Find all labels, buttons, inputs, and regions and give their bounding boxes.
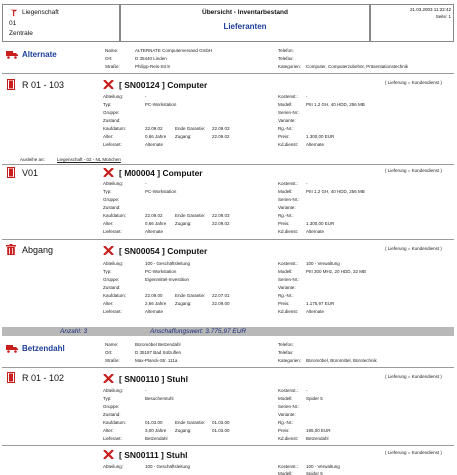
variante-label: Variante: [278, 412, 296, 417]
preis-value: 1.175,97 EUR [306, 301, 335, 306]
alter-value: 0,66 Jahre [145, 134, 167, 139]
supplier-ort-label: Ort: [105, 350, 113, 355]
zugang-label: Zugang: [175, 301, 192, 306]
divider [2, 239, 454, 240]
kdienst-label: Kd.dienst: [278, 142, 299, 147]
kostenst-value: 100 - Verwaltung [306, 464, 340, 469]
typ-value: Besucherstuhl [145, 396, 174, 401]
typ-label: Typ: [103, 102, 112, 107]
supplier-phone-label: Telefon: [278, 342, 294, 347]
alter-value: 2,66 Jahre [145, 301, 167, 306]
item-title: [ SN00054 ] Computer [119, 246, 208, 256]
rgnr-label: Rg.-Nr.: [278, 213, 294, 218]
alter-label: Alter: [103, 428, 114, 433]
supplier-ort: D 35187 Bad Sülzuflen [135, 350, 182, 355]
garantie-label: Ende Garantie: [175, 126, 206, 131]
lieferant-label: Lieferant: [103, 142, 122, 147]
item-tag: ( Lieferung = Kundendienst ) [385, 246, 442, 251]
kostenst-value: - [306, 94, 308, 99]
trash-icon [6, 244, 16, 255]
item-title: [ SN00110 ] Stuhl [119, 374, 188, 384]
divider [2, 164, 454, 165]
kdienst-label: Kd.dienst: [278, 436, 299, 441]
kdienst-value: Alternate [306, 229, 325, 234]
kaufdatum-label: Kaufdatum: [103, 293, 127, 298]
supplier-street-label: Straße: [105, 358, 120, 363]
seriennr-label: Serien-Nr.: [278, 110, 300, 115]
abteilung-label: Abteilung: [103, 181, 124, 186]
preis-label: Preis: [278, 428, 290, 433]
supplier-name: ALTERNATE Computerversand GmbH [135, 48, 213, 53]
lieferant-value: Betzendahl [145, 436, 168, 441]
zugang-label: Zugang: [175, 428, 192, 433]
lieferant-label: Lieferant: [103, 436, 122, 441]
zugang-value: 01.03.00 [212, 428, 230, 433]
zustand-label: Zustand: [103, 285, 121, 290]
typ-value: PC-Workstation [145, 189, 177, 194]
supplier-street: Philipp-Reis-Str.9 [135, 64, 170, 69]
inventory-item-icon [103, 246, 114, 255]
kostenst-label: Kostenst.: [278, 261, 299, 266]
kaufdatum-value: 01.03.00 [145, 420, 163, 425]
kdienst-value: Alternate [306, 309, 325, 314]
lieferant-value: Alternate [145, 229, 164, 234]
supplier-categories: Computer, Computerzubehör, Präsentationstechnik [306, 64, 409, 69]
variante-label: Variante: [278, 205, 296, 210]
summary-bar [2, 327, 454, 336]
door-icon [7, 167, 15, 178]
gruppe-label: Gruppe: [103, 277, 120, 282]
alter-value: 3,00 Jahre [145, 428, 167, 433]
report-subtitle: Lieferanten [223, 22, 267, 31]
room-label: R 01 - 103 [22, 80, 65, 90]
zugang-label: Zugang: [175, 134, 192, 139]
alter-label: Alter: [103, 134, 114, 139]
header-location: Zentrale [9, 30, 33, 37]
divider [2, 73, 454, 74]
gruppe-label: Gruppe: [103, 110, 120, 115]
room-label: R 01 - 102 [22, 373, 65, 383]
garantie-value: 22.09.03 [212, 126, 230, 131]
garantie-value: 22.07.01 [212, 293, 230, 298]
preis-label: Preis: [278, 221, 290, 226]
kaufdatum-label: Kaufdatum: [103, 213, 127, 218]
typ-label: Typ: [103, 269, 112, 274]
truck-icon [6, 344, 18, 353]
report-datetime: 21.03.2003 11:22:42 [410, 7, 451, 12]
modell-value: PIII 1,2 GH, 40 HDD, 256 MB [306, 102, 365, 107]
divider [2, 445, 454, 446]
garantie-label: Ende Garantie: [175, 213, 206, 218]
supplier-categories: Büromöbel, Büromittel, Bürotechnik [306, 358, 377, 363]
report-title: Übersicht - Inventarbestand [202, 9, 288, 16]
preis-label: Preis: [278, 301, 290, 306]
modell-label: Modell: [278, 102, 293, 107]
kostenst-label: Kostenst.: [278, 388, 299, 393]
inventory-item-icon [103, 168, 114, 177]
alter-label: Alter: [103, 221, 114, 226]
modell-value: Spider 5 [306, 396, 323, 401]
rgnr-label: Rg.-Nr.: [278, 126, 294, 131]
supplier-ort-label: Ort: [105, 56, 113, 61]
abteilung-value: - [145, 181, 147, 186]
item-title: [ SN00111 ] Stuhl [119, 450, 188, 460]
report-header [0, 0, 457, 44]
item-title: [ M00004 ] Computer [119, 168, 203, 178]
zustand-label: Zustand: [103, 205, 121, 210]
supplier-name: Büromöbel Betzendahl [135, 342, 181, 347]
kostenst-value: 100 - Verwaltung [306, 261, 340, 266]
alter-value: 0,66 Jahre [145, 221, 167, 226]
item-tag: ( Lieferung = Kundendienst ) [385, 168, 442, 173]
supplier-fax-label: Telefax: [278, 56, 294, 61]
garantie-label: Ende Garantie: [175, 420, 206, 425]
supplier-categories-label: Kategorien: [278, 64, 302, 69]
lieferant-value: Alternate [145, 309, 164, 314]
pin-icon [9, 8, 18, 17]
gruppe-label: Gruppe: [103, 197, 120, 202]
gruppe-value: Eigenmittel-Investition [145, 277, 190, 282]
kaufdatum-label: Kaufdatum: [103, 420, 127, 425]
typ-label: Typ: [103, 189, 112, 194]
gruppe-label: Gruppe: [103, 404, 120, 409]
modell-label: Modell: [278, 189, 293, 194]
seriennr-label: Serien-Nr.: [278, 197, 300, 202]
zugang-value: 22.09.02 [212, 134, 230, 139]
room-label: V01 [22, 168, 39, 178]
zustand-label: Zustand: [103, 118, 121, 123]
kdienst-label: Kd.dienst: [278, 309, 299, 314]
zustand-label: Zustand: [103, 412, 121, 417]
supplier-title: Betzendahl [22, 344, 65, 353]
summary-count: Anzahl: 3 [60, 328, 88, 335]
kaufdatum-value: 22.09.02 [145, 126, 163, 131]
variante-label: Variante: [278, 118, 296, 123]
supplier-fax-label: Telefax: [278, 350, 294, 355]
supplier-street: Max-Planck-Str. 111a [135, 358, 178, 363]
modell-label: Modell: [278, 471, 293, 475]
typ-label: Typ: [103, 396, 112, 401]
kostenst-label: Kostenst.: [278, 94, 299, 99]
supplier-phone-label: Telefon: [278, 48, 294, 53]
supplier-ort: D 35440 Linden [135, 56, 167, 61]
ausleihe-label: Ausleihe an: [20, 157, 45, 162]
inventory-item-icon [103, 80, 114, 89]
abteilung-value: 100 - Geschäftsleitung [145, 261, 191, 266]
abteilung-label: Abteilung: [103, 464, 124, 469]
rgnr-label: Rg.-Nr.: [278, 420, 294, 425]
alter-label: Alter: [103, 301, 114, 306]
garantie-label: Ende Garantie: [175, 293, 206, 298]
ausleihe-value: Liegenschaft - 02 - NL München [57, 157, 121, 162]
preis-value: 1.300,00 EUR [306, 134, 335, 139]
kaufdatum-value: 22.09.02 [145, 213, 163, 218]
inventory-item-icon [103, 374, 114, 383]
summary-total-value: Anschaffungswert: 3.775,97 EUR [150, 328, 247, 335]
kdienst-value: Betzendahl [306, 436, 329, 441]
item-title: [ SN00124 ] Computer [119, 80, 208, 90]
kaufdatum-value: 22.09.00 [145, 293, 163, 298]
zugang-label: Zugang: [175, 221, 192, 226]
typ-value: PC-Workstation [145, 269, 177, 274]
supplier-name-label: Name: [105, 48, 119, 53]
kostenst-label: Kostenst.: [278, 464, 299, 469]
preis-value: 195,00 EUR [306, 428, 331, 433]
report-page-number: Seite: 1 [435, 14, 451, 19]
modell-label: Modell: [278, 269, 293, 274]
truck-icon [6, 50, 18, 59]
kaufdatum-label: Kaufdatum: [103, 126, 127, 131]
abteilung-label: Abteilung: [103, 388, 124, 393]
preis-label: Preis: [278, 134, 290, 139]
item-tag: ( Lieferung = Kundendienst ) [385, 450, 442, 455]
kdienst-label: Kd.dienst: [278, 229, 299, 234]
door-icon [7, 372, 15, 383]
supplier-title: Alternate [22, 50, 57, 59]
divider [2, 367, 454, 368]
seriennr-label: Serien-Nr.: [278, 404, 300, 409]
item-tag: ( Lieferung = Kundendienst ) [385, 374, 442, 379]
supplier-street-label: Straße: [105, 64, 120, 69]
variante-label: Variante: [278, 285, 296, 290]
lieferant-value: Alternate [145, 142, 164, 147]
garantie-value: 22.09.03 [212, 213, 230, 218]
modell-value: PIII 300 MHz, 20 HDD, 32 MB [306, 269, 367, 274]
zugang-value: 22.09.02 [212, 221, 230, 226]
abteilung-value: - [145, 388, 147, 393]
abteilung-value: 100 - Geschäftsleitung [145, 464, 191, 469]
modell-label: Modell: [278, 396, 293, 401]
abteilung-label: Abteilung: [103, 261, 124, 266]
preis-value: 1.300,00 EUR [306, 221, 335, 226]
kostenst-value: - [306, 181, 308, 186]
modell-value: PIII 1,2 GH, 40 HDD, 256 MB [306, 189, 365, 194]
inventory-item-icon [103, 450, 114, 459]
seriennr-label: Serien-Nr.: [278, 277, 300, 282]
lieferant-label: Lieferant: [103, 309, 122, 314]
rgnr-label: Rg.-Nr.: [278, 293, 294, 298]
kostenst-value: - [306, 388, 308, 393]
kostenst-label: Kostenst.: [278, 181, 299, 186]
lieferant-label: Lieferant: [103, 229, 122, 234]
supplier-name-label: Name: [105, 342, 119, 347]
garantie-value: 01.03.00 [212, 420, 230, 425]
abteilung-value: - [145, 94, 147, 99]
item-tag: ( Lieferung = Kundendienst ) [385, 80, 442, 85]
door-icon [7, 79, 15, 90]
supplier-categories-label: Kategorien: [278, 358, 302, 363]
zugang-value: 22.09.00 [212, 301, 230, 306]
room-label: Abgang [22, 245, 54, 255]
header-entity: Liegenschaft [22, 9, 59, 16]
typ-value: PC-Workstation [145, 102, 177, 107]
kdienst-value: Alternate [306, 142, 325, 147]
abteilung-label: Abteilung: [103, 94, 124, 99]
header-code: 01 [9, 20, 17, 27]
modell-value: Spider 5 [306, 471, 323, 475]
